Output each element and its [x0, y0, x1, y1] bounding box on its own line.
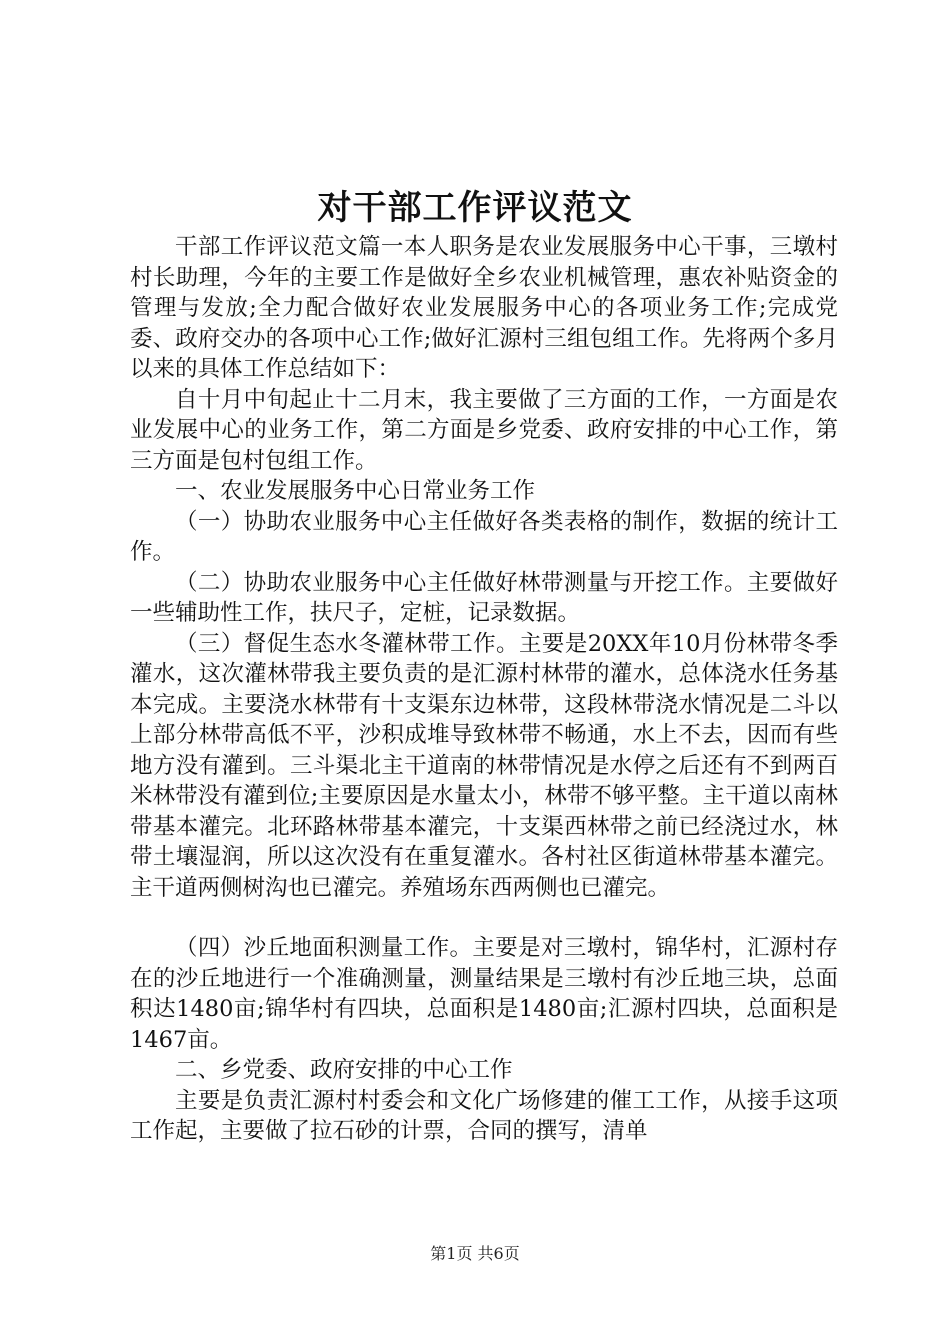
paragraph-item-2: （二）协助农业服务中心主任做好林带测量与开挖工作。主要做好一些辅助性工作，扶尺子，定桩，记录数据。	[130, 569, 838, 626]
document-title: 对干部工作评议范文	[317, 188, 633, 228]
document-body	[130, 232, 838, 1147]
page-number: 第1页 共6页	[430, 1244, 520, 1263]
section-heading-2: 二、乡党委、政府安排的中心工作	[175, 1057, 513, 1083]
section-heading-1: 一、农业发展服务中心日常业务工作	[175, 478, 536, 504]
paragraph-section-2: 主要是负责汇源村村委会和文化广场修建的催工工作，从接手这项工作起，主要做了拉石砂的计票，合同的撰写，清单	[130, 1087, 838, 1144]
paragraph-item-4: （四）沙丘地面积测量工作。主要是对三墩村，锦华村，汇源村存在的沙丘地进行一个准确测量，测量结果是三墩村有沙丘地三块，总面积达1480亩;锦华村有四块，总面积是1480亩;汇源村四块，总面积是1467亩。	[130, 935, 838, 1053]
paragraph-item-1: （一）协助农业服务中心主任做好各类表格的制作，数据的统计工作。	[130, 508, 838, 565]
paragraph-item-3: （三）督促生态水冬灌林带工作。主要是20XX年10月份林带冬季灌水，这次灌林带我主要负责的是汇源村林带的灌水，总体浇水任务基本完成。主要浇水林带有十支渠东边林带，这段林带浇水情况是二斗以上部分林带高低不平，沙积成堆导致林带不畅通，水上不去，因而有些地方没有灌到。三斗渠北主干道南的林带情况是水停之后还有不到两百米林带没有灌到位;主要原因是水量太小，林带不够平整。主干道以南林带基本灌完。北环路林带基本灌完，十支渠西林带之前已经浇过水，林带土壤湿润，所以这次没有在重复灌水。各村社区街道林带基本灌完。主干道两侧树沟也已灌完。养殖场东西两侧也已灌完。	[130, 630, 838, 901]
paragraph-overview: 自十月中旬起止十二月末，我主要做了三方面的工作，一方面是农业发展中心的业务工作，第二方面是乡党委、政府安排的中心工作，第三方面是包村包组工作。	[130, 386, 838, 474]
paragraph-intro: 干部工作评议范文篇一本人职务是农业发展服务中心干事，三墩村村长助理，今年的主要工作是做好全乡农业机械管理，惠农补贴资金的管理与发放;全力配合做好农业发展服务中心的各项业务工作;完成党委、政府交办的各项中心工作;做好汇源村三组包组工作。先将两个多月以来的具体工作总结如下：	[130, 234, 838, 382]
